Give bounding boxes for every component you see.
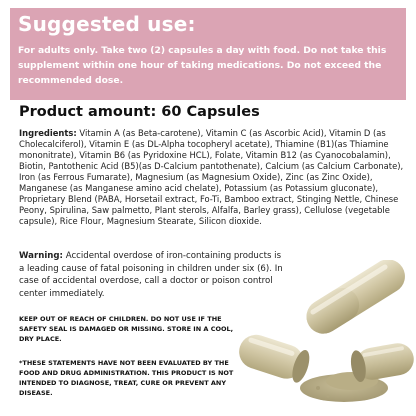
ingredients-paragraph xyxy=(19,128,405,227)
ingredients-text: Vitamin A (as Beta-carotene), Vitamin C (as Ascorbic Acid), Vitamin D (as Cholecalciferol), Vitamin E (as DL-Alpha tocopheryl acetate), Thiamine (B1)(as Thiamine mononitrate), Vitamin B6 (as Pyridoxine HCL), Folate, Vitamin B12 (as Cyanocobalamin), Biotin, Pantothenic Acid (B5)(as D-Calcium pantothenate), Calcium (as Calcium Carbonate), Iron (as Ferrous Fumarate), Magnesium (as Magnesium Oxide), Zinc (as Zinc Oxide), Manganese (as Manganese amino acid chelate), Potassium (as Potassium gluconate), Proprietary Blend (PABA, Horsetail extract, Fo-Ti, Bamboo extract, Stinging Nettle, Chinese Peony, Spirulina, Saw palmetto, Plant sterols, Alfalfa, Barley grass), Cellulose (vegetable capsule), Rice Flour, Magnesium Stearate, Silicon dioxide. xyxy=(19,128,404,226)
capsules-illustration xyxy=(232,260,416,416)
capsule-top xyxy=(300,260,411,340)
warning-label: Warning: xyxy=(19,251,63,261)
ingredients-label: Ingredients: xyxy=(19,128,77,138)
fda-disclaimer: *THESE STATEMENTS HAVE NOT BEEN EVALUATED BY THE FOOD AND DRUG ADMINISTRATION. THIS PRODUCT IS NOT INTENDED TO DIAGNOSE, TREAT, CURE OR PREVENT ANY DISEASE. xyxy=(19,359,234,397)
capsule-half-left xyxy=(235,330,313,384)
keep-out-notice: KEEP OUT OF REACH OF CHILDREN. DO NOT USE IF THE SAFETY SEAL IS DAMAGED OR MISSING. STORE IN A COOL, DRY PLACE. xyxy=(19,315,234,343)
capsule-half-right xyxy=(349,341,416,383)
product-amount-heading: Product amount: 60 Capsules xyxy=(19,104,260,120)
suggested-use-text: For adults only. Take two (2) capsules a day with food. Do not take this supplement within one hour of taking medications. Do not exceed the recommended dose. xyxy=(18,45,387,86)
suggested-use-title: Suggested use: xyxy=(18,12,196,36)
suggested-use-banner xyxy=(10,8,406,100)
warning-text: Accidental overdose of iron-containing products is a leading cause of fatal poisoning in children under six (6). In case of accidental overdose, call a doctor or poison control center immediately. xyxy=(19,251,283,299)
